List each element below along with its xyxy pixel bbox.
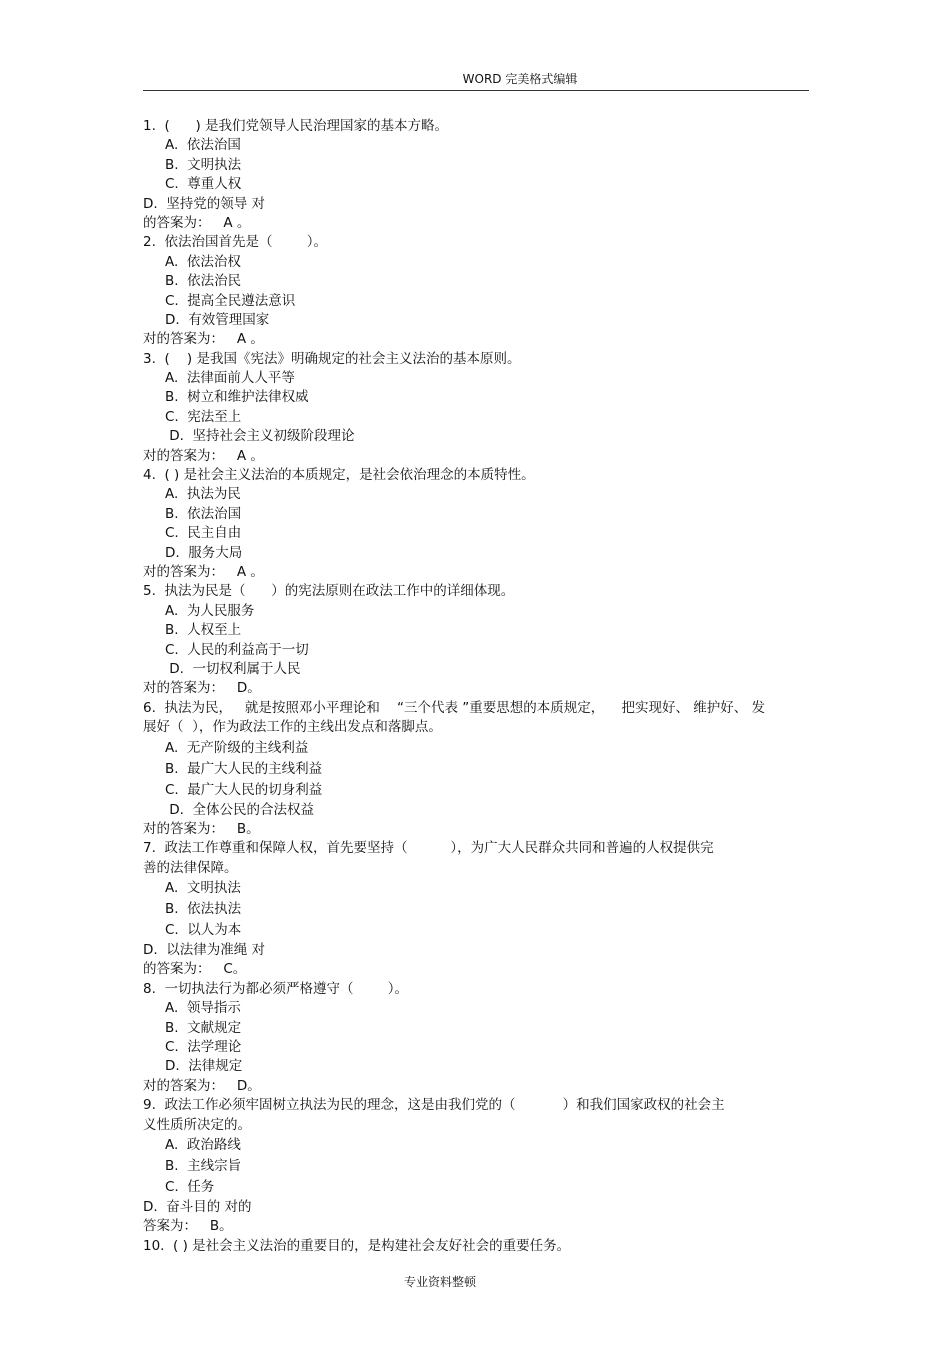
question-list — [143, 117, 803, 1256]
header-title: WORD 完美格式编辑 — [462, 72, 578, 86]
option-line: B. 主线宗旨 — [165, 1157, 242, 1174]
option-line: B. 依法执法 — [165, 901, 242, 918]
option-line: A. 依法治权 — [165, 253, 241, 270]
option-line: C. 宪法至上 — [165, 408, 242, 425]
question-text-line: 9. 政法工作必须牢固树立执法为民的理念，这是由我们党的（ ）和我们国家政权的社会主 — [143, 1097, 725, 1114]
option-line: B. 树立和维护法律权威 — [165, 389, 309, 406]
option-line: C. 提高全民遵法意识 — [165, 292, 296, 309]
question-text-line: 对的答案为： D。 — [143, 1077, 261, 1094]
question-text-line: 3. ( ) 是我国《宪法》明确规定的社会主义法治的基本原则。 — [143, 350, 521, 367]
question-text-line: 善的法律保障。 — [143, 859, 238, 876]
question-text-line: 4. ( ) 是社会主义法治的本质规定，是社会依治理念的本质特性。 — [143, 467, 535, 484]
option-line: B. 依法治国 — [165, 505, 242, 522]
question-text-line: 对的答案为： A 。 — [143, 447, 264, 464]
question-text-line: 对的答案为： B。 — [143, 820, 260, 837]
option-line: D. 一切权利属于人民 — [165, 660, 301, 677]
question-text-line: 的答案为： A 。 — [143, 214, 251, 231]
option-line: A. 法律面前人人平等 — [165, 370, 295, 387]
option-line: C. 法学理论 — [165, 1039, 242, 1056]
option-line: B. 文献规定 — [165, 1019, 242, 1036]
question-text-line: D. 奋斗目的 对的 — [143, 1198, 252, 1215]
option-line: B. 依法治民 — [165, 273, 242, 290]
option-line: A. 无产阶级的主线利益 — [165, 739, 309, 756]
option-line: D. 全体公民的合法权益 — [165, 801, 315, 818]
question-text-line: 8. 一切执法行为都必须严格遵守（ ）。 — [143, 980, 409, 997]
page-header — [143, 70, 809, 91]
option-line: C. 以人为本 — [165, 922, 242, 939]
option-line: A. 依法治国 — [165, 137, 241, 154]
question-text-line: 对的答案为： A 。 — [143, 563, 264, 580]
option-line: D. 服务大局 — [165, 544, 243, 561]
question-text-line: 义性质所决定的。 — [143, 1116, 251, 1133]
option-line: C. 任务 — [165, 1178, 215, 1195]
question-text-line: 1. ( ) 是我们党领导人民治理国家的基本方略。 — [143, 118, 449, 134]
option-line: A. 政治路线 — [165, 1136, 241, 1153]
question-text-line: 对的答案为： A 。 — [143, 331, 264, 348]
question-text-line: 对的答案为： D。 — [143, 680, 261, 697]
option-line: C. 尊重人权 — [165, 176, 242, 193]
question-text-line: 的答案为： C。 — [143, 961, 247, 978]
option-line: D. 法律规定 — [165, 1058, 243, 1075]
option-line: A. 领导指示 — [165, 1000, 241, 1017]
option-line: C. 人民的利益高于一切 — [165, 641, 309, 658]
question-text-line: 6. 执法为民， 就是按照邓小平理论和 “三个代表 ”重要思想的本质规定， 把实现好、 维护好、 发 — [143, 699, 766, 716]
option-line: B. 文明执法 — [165, 156, 242, 173]
option-line: A. 执法为民 — [165, 486, 241, 503]
question-text-line: 5. 执法为民是（ ）的宪法原则在政法工作中的详细体现。 — [143, 583, 515, 600]
question-text-line: 10. ( ) 是社会主义法治的重要目的，是构建社会友好社会的重要任务。 — [143, 1237, 571, 1254]
option-line: D. 有效管理国家 — [165, 311, 270, 328]
question-text-line: 2. 依法治国首先是（ ）。 — [143, 234, 328, 251]
option-line: C. 最广大人民的切身利益 — [165, 781, 323, 798]
option-line: B. 最广大人民的主线利益 — [165, 760, 323, 777]
option-line: A. 为人民服务 — [165, 602, 255, 619]
question-text-line: D. 坚持党的领导 对 — [143, 195, 266, 212]
question-text-line: 7. 政法工作尊重和保障人权，首先要坚持（ ），为广大人民群众共同和普遍的人权提供完 — [143, 840, 714, 857]
question-text-line: D. 以法律为准绳 对 — [143, 942, 266, 959]
option-line: A. 文明执法 — [165, 880, 241, 897]
question-text-line: 答案为： B。 — [143, 1218, 233, 1235]
footer-text: 专业资料整顿 — [403, 1275, 476, 1289]
option-line: B. 人权至上 — [165, 622, 242, 639]
option-line: C. 民主自由 — [165, 525, 242, 542]
question-text-line: 展好（ ），作为政法工作的主线出发点和落脚点。 — [143, 719, 442, 736]
option-line: D. 坚持社会主义初级阶段理论 — [165, 428, 355, 445]
page-footer — [0, 1273, 950, 1290]
